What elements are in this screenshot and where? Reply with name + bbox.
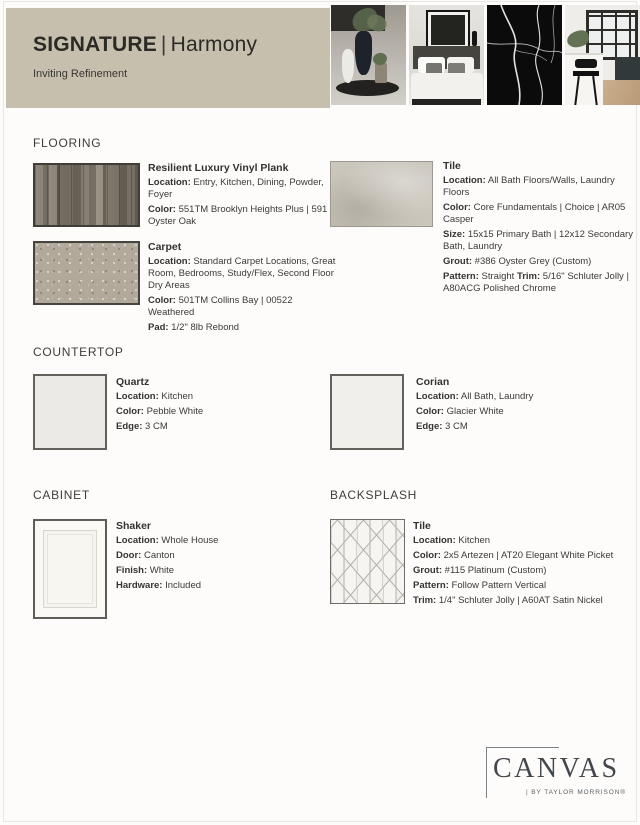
spec-title: Tile: [413, 520, 431, 532]
swatch-corian: [330, 374, 404, 450]
spec-field: Size: 15x15 Primary Bath | 12x12 Secondary Bath, Laundry: [443, 229, 633, 252]
spec-fields: [148, 256, 336, 334]
swatch-quartz: [33, 374, 107, 450]
spec-block-carpet: [148, 241, 336, 337]
marble-veins: [487, 5, 562, 105]
moodboard-photo-kitchen: [565, 5, 640, 105]
photo-decor: [412, 99, 481, 105]
spec-title: Quartz: [116, 376, 150, 388]
moodboard-photo-strip: [331, 5, 640, 105]
spec-block-floor-tile: [443, 160, 635, 298]
collection-tagline: Inviting Refinement: [33, 68, 128, 80]
spec-fields: [413, 535, 631, 607]
photo-decor: [336, 80, 399, 96]
canvas-logo: [486, 747, 628, 809]
spec-field: Edge: 3 CM: [116, 421, 168, 432]
spec-field: Location: All Bath Floors/Walls, Laundry Floors: [443, 175, 615, 198]
spec-fields: [443, 175, 635, 295]
spec-field: Location: All Bath, Laundry: [416, 391, 534, 402]
spec-title: Carpet: [148, 241, 182, 253]
photo-decor: [355, 31, 372, 75]
logo-wordmark: CANVAS: [493, 753, 620, 784]
swatch-cabinet-door: [33, 519, 107, 619]
spec-title: Resilient Luxury Vinyl Plank: [148, 162, 289, 174]
spec-field: Location: Standard Carpet Locations, Great Room, Bedrooms, Study/Flex, Second Floor Dry Areas: [148, 256, 336, 291]
section-heading-flooring: FLOORING: [33, 136, 102, 150]
spec-field: Location: Whole House: [116, 535, 219, 546]
section-heading-backsplash: BACKSPLASH: [330, 488, 418, 502]
swatch-carpet: [33, 241, 140, 305]
spec-block-quartz: [116, 376, 291, 436]
page-title: [33, 33, 257, 57]
spec-field: Location: Kitchen: [116, 391, 194, 402]
section-heading-countertop: COUNTERTOP: [33, 345, 124, 359]
spec-field: Pattern: Straight Trim: 5/16" Schluter Jolly | A80ACG Polished Chrome: [443, 271, 629, 294]
spec-fields: [116, 391, 291, 433]
spec-field: Grout: #386 Oyster Grey (Custom): [443, 256, 592, 267]
swatch-backsplash-tile: [330, 519, 405, 604]
spec-block-vinyl-plank: [148, 162, 334, 231]
swatch-vinyl-plank: [33, 163, 140, 227]
swatch-floor-tile: [330, 161, 433, 227]
photo-decor: [375, 63, 387, 83]
spec-field: Finish: White: [116, 565, 175, 576]
photo-decor: [342, 49, 355, 83]
photo-decor: [428, 12, 469, 48]
photo-decor: [601, 80, 640, 105]
moodboard-photo-marble: [487, 5, 562, 105]
spec-fields: [416, 391, 611, 433]
spec-field: Trim: 1/4" Schluter Jolly | A60AT Satin Nickel: [413, 595, 603, 606]
spec-field: Pattern: Follow Pattern Vertical: [413, 580, 547, 591]
spec-block-cabinet: [116, 520, 291, 595]
section-heading-cabinet: CABINET: [33, 488, 90, 502]
photo-decor: [586, 10, 638, 60]
spec-field: Grout: #115 Platinum (Custom): [413, 565, 547, 576]
collection-name: Harmony: [170, 33, 258, 56]
cabinet-door-panel-inner: [47, 534, 93, 604]
moodboard-photo-bedroom: [409, 5, 484, 105]
photo-decor: [472, 31, 477, 46]
photo-decor: [575, 59, 597, 68]
spec-field: Edge: 3 CM: [416, 421, 468, 432]
spec-title: Corian: [416, 376, 450, 388]
spec-field: Color: 501TM Collins Bay | 00522 Weathered: [148, 295, 293, 318]
spec-title: Shaker: [116, 520, 152, 532]
title-divider: |: [160, 33, 167, 56]
cabinet-door-panel: [43, 530, 97, 608]
brand-name: SIGNATURE: [33, 33, 157, 56]
spec-fields: [148, 177, 334, 228]
spec-field: Color: Glacier White: [416, 406, 504, 417]
spec-field: Color: Core Fundamentals | Choice | AR05 Casper: [443, 202, 626, 225]
spec-field: Color: Pebble White: [116, 406, 204, 417]
logo-tagline: | BY TAYLOR MORRISON®: [525, 789, 626, 796]
spec-field: Color: 2x5 Artezen | AT20 Elegant White Picket: [413, 550, 614, 561]
spec-field: Location: Entry, Kitchen, Dining, Powder, Foyer: [148, 177, 324, 200]
spec-block-backsplash: [413, 520, 631, 610]
spec-field: Location: Kitchen: [413, 535, 491, 546]
spec-block-corian: [416, 376, 611, 436]
header-band: [6, 8, 330, 108]
moodboard-photo-still-life: [331, 5, 406, 105]
spec-title: Tile: [443, 160, 461, 172]
spec-field: Color: 551TM Brooklyn Heights Plus | 591 Oyster Oak: [148, 204, 328, 227]
spec-field: Door: Canton: [116, 550, 175, 561]
spec-field: Hardware: Included: [116, 580, 202, 591]
spec-field: Pad: 1/2" 8lb Rebond: [148, 322, 240, 333]
spec-fields: [116, 535, 291, 592]
picket-tile-pattern: [331, 520, 404, 603]
